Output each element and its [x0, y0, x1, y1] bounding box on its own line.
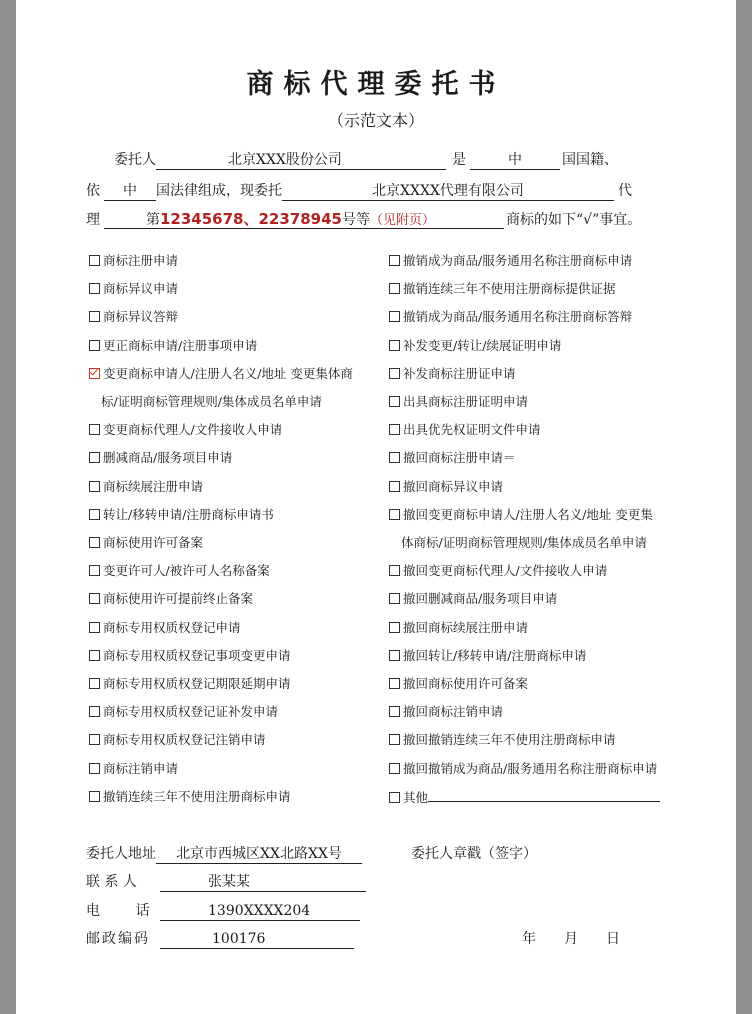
- option-label: 撤销连续三年不使用注册商标提供证据: [403, 281, 616, 296]
- option-label: 撤回商标注册申请＝: [403, 450, 516, 465]
- option-item: [389, 505, 653, 523]
- checkbox[interactable]: [89, 340, 100, 351]
- option-item: [389, 674, 528, 692]
- agent-name-field: [282, 183, 614, 201]
- checkbox[interactable]: [389, 283, 400, 294]
- option-item: [389, 279, 616, 297]
- option-item: [89, 251, 178, 269]
- trademark-numbers-field: [104, 211, 504, 229]
- checkbox[interactable]: [389, 565, 400, 576]
- principal-name-field: [156, 152, 446, 170]
- option-item: [89, 787, 291, 805]
- principal-label: 委托人: [114, 152, 156, 168]
- checkbox[interactable]: [389, 706, 400, 717]
- option-label: 撤回转让/移转申请/注册商标申请: [403, 648, 587, 663]
- document-title: 商标代理委托书: [246, 69, 506, 100]
- checkbox[interactable]: [89, 622, 100, 633]
- principal-line: [114, 149, 618, 170]
- checkbox[interactable]: [389, 481, 400, 492]
- trademark-numbers: 12345678、22378945: [160, 210, 342, 228]
- contact-value: 张某某: [208, 874, 250, 890]
- date-day-label: 日: [606, 931, 620, 947]
- checkbox[interactable]: [89, 734, 100, 745]
- option-label: 撤销成为商品/服务通用名称注册商标申请: [403, 253, 633, 268]
- agent-name-value: 北京XXXX代理有限公司: [372, 183, 524, 199]
- option-item: [389, 730, 616, 748]
- address-field: [156, 846, 362, 864]
- option-label: 转让/移转申请/注册商标申请书: [103, 507, 274, 522]
- option-item: [89, 618, 241, 636]
- checkbox[interactable]: [389, 311, 400, 322]
- checkbox[interactable]: [389, 593, 400, 604]
- option-item: [89, 420, 282, 438]
- option-item: [89, 279, 178, 297]
- contact-label: 联 系 人: [86, 874, 137, 890]
- checkbox[interactable]: [89, 509, 100, 520]
- option-label: 撤回商标续展注册申请: [403, 620, 529, 635]
- phone-row: [86, 900, 360, 921]
- checked-checkbox[interactable]: [89, 368, 100, 379]
- checkbox[interactable]: [389, 452, 400, 463]
- option-label: 商标异议申请: [103, 281, 179, 296]
- checkbox[interactable]: [89, 650, 100, 661]
- option-label: 撤回删减商品/服务项目申请: [403, 591, 558, 606]
- checkbox[interactable]: [89, 678, 100, 689]
- law-prefix: 依: [86, 183, 100, 199]
- nationality-field: [470, 152, 560, 170]
- option-label: 商标续展注册申请: [103, 479, 204, 494]
- zip-value: 100176: [212, 931, 266, 947]
- trademark-deng: 号等: [342, 212, 370, 228]
- option-item: [89, 589, 253, 607]
- checkbox[interactable]: [389, 734, 400, 745]
- checkbox[interactable]: [89, 593, 100, 604]
- option-label: 变更许可人/被许可人名称备案: [103, 563, 270, 578]
- address-value: 北京市西城区XX北路XX号: [176, 846, 342, 862]
- other-blank-field[interactable]: [428, 787, 660, 802]
- nationality-value: 中: [508, 152, 522, 168]
- option-item: [389, 787, 660, 806]
- option-label: 补发变更/转让/续展证明申请: [403, 338, 562, 353]
- date-month-label: 月: [564, 931, 578, 947]
- option-label-continuation: 体商标/证明商标管理规则/集体成员名单申请: [401, 535, 647, 550]
- checkbox[interactable]: [389, 763, 400, 774]
- option-item: [389, 364, 516, 382]
- option-item: [389, 392, 528, 410]
- law-suffix: 代: [618, 183, 632, 199]
- law-mid-text: 国法律组成，现委托: [156, 183, 282, 199]
- checkbox[interactable]: [389, 650, 400, 661]
- option-item: [389, 589, 557, 607]
- option-item: [389, 251, 632, 269]
- option-item: [389, 307, 632, 325]
- option-item: [389, 336, 561, 354]
- checkbox[interactable]: [89, 537, 100, 548]
- option-label: 删减商品/服务项目申请: [103, 450, 233, 465]
- contact-field: [160, 874, 366, 892]
- law-country-field: [104, 183, 156, 201]
- checkbox[interactable]: [389, 792, 400, 803]
- checkbox[interactable]: [89, 452, 100, 463]
- checkbox[interactable]: [89, 706, 100, 717]
- phone-field: [160, 903, 360, 921]
- checkbox[interactable]: [89, 255, 100, 266]
- option-label: 商标注销申请: [103, 761, 179, 776]
- checkbox[interactable]: [389, 622, 400, 633]
- option-item: [89, 702, 278, 720]
- checkbox[interactable]: [389, 368, 400, 379]
- option-item: [89, 730, 266, 748]
- option-label: 撤回商标注销申请: [403, 704, 504, 719]
- trademark-attachment-note: （见附页）: [370, 213, 436, 228]
- option-label: 撤回商标异议申请: [403, 479, 504, 494]
- law-line: [86, 180, 632, 201]
- option-label-continuation: 标/证明商标管理规则/集体成员名单申请: [101, 394, 322, 409]
- checkbox[interactable]: [389, 396, 400, 407]
- trademark-suffix: 商标的如下“√”事宜。: [506, 212, 642, 228]
- option-item: [89, 561, 270, 579]
- checkbox[interactable]: [89, 791, 100, 802]
- address-label: 委托人地址: [86, 846, 156, 862]
- option-item: [89, 364, 353, 382]
- option-label: 商标专用权质权登记申请: [103, 620, 241, 635]
- option-item: [389, 759, 657, 777]
- option-label: 撤销连续三年不使用注册商标申请: [103, 789, 291, 804]
- checkbox[interactable]: [389, 255, 400, 266]
- option-item: [389, 448, 516, 466]
- option-label: 更正商标申请/注册事项申请: [103, 338, 258, 353]
- law-country-value: 中: [123, 183, 137, 199]
- option-label: 商标注册申请: [103, 253, 179, 268]
- option-label: 出具商标注册证明申请: [403, 394, 529, 409]
- option-item: [389, 420, 541, 438]
- option-item: [389, 618, 528, 636]
- checkbox[interactable]: [389, 678, 400, 689]
- option-item: [89, 674, 291, 692]
- contact-row: [86, 871, 366, 892]
- option-item: [389, 561, 607, 579]
- date-row: [522, 928, 620, 948]
- checkbox[interactable]: [389, 340, 400, 351]
- option-item: [89, 336, 257, 354]
- checkbox[interactable]: [89, 283, 100, 294]
- option-label: 补发商标注册证申请: [403, 366, 516, 381]
- phone-value: 1390XXXX204: [208, 903, 311, 919]
- document-page: [16, 0, 736, 1014]
- checkbox[interactable]: [89, 763, 100, 774]
- trademark-line: [86, 209, 641, 229]
- option-item: [389, 646, 586, 664]
- checkbox[interactable]: [89, 311, 100, 322]
- option-label: 撤回商标使用许可备案: [403, 676, 529, 691]
- checkbox[interactable]: [89, 424, 100, 435]
- checkbox[interactable]: [389, 424, 400, 435]
- seal-label: 委托人章戳（签字）: [411, 846, 537, 862]
- option-label: 出具优先权证明文件申请: [403, 422, 541, 437]
- option-label: 商标专用权质权登记证补发申请: [103, 704, 279, 719]
- trademark-prefix: 理: [86, 212, 100, 228]
- zip-row: [86, 928, 354, 949]
- date-year-label: 年: [522, 931, 536, 947]
- option-label: 商标专用权质权登记事项变更申请: [103, 648, 291, 663]
- option-label: 商标专用权质权登记期限延期申请: [103, 676, 291, 691]
- principal-name-value: 北京XXX股份公司: [228, 152, 342, 168]
- option-label: 撤回撤销成为商品/服务通用名称注册商标申请: [403, 761, 658, 776]
- zip-field: [160, 931, 354, 949]
- option-label: 商标使用许可备案: [103, 535, 204, 550]
- nationality-suffix: 国国籍、: [562, 152, 618, 168]
- option-label: 撤回变更商标申请人/注册人名义/地址 变更集: [403, 507, 653, 522]
- option-label: 其他: [403, 790, 429, 805]
- option-label: 商标异议答辩: [103, 309, 179, 324]
- option-item: [389, 702, 503, 720]
- option-item: [89, 477, 203, 495]
- address-row: [86, 843, 362, 864]
- option-label: 变更商标申请人/注册人名义/地址 变更集体商: [103, 366, 353, 381]
- option-label: 商标专用权质权登记注销申请: [103, 732, 266, 747]
- option-item: [89, 448, 232, 466]
- phone-label: 电 话: [86, 903, 150, 919]
- option-label: 撤销成为商品/服务通用名称注册商标答辩: [403, 309, 633, 324]
- option-item: [89, 505, 274, 523]
- option-item: [89, 759, 178, 777]
- option-item: [389, 477, 503, 495]
- zip-label: 邮政编码: [86, 931, 150, 947]
- checkbox[interactable]: [89, 565, 100, 576]
- option-item: [89, 533, 203, 551]
- option-label: 撤回变更商标代理人/文件接收人申请: [403, 563, 608, 578]
- option-item: [89, 646, 291, 664]
- option-item: [89, 307, 178, 325]
- checkbox[interactable]: [89, 481, 100, 492]
- option-label: 变更商标代理人/文件接收人申请: [103, 422, 283, 437]
- is-label: 是: [452, 152, 466, 168]
- document-subtitle: （示范文本）: [327, 111, 424, 130]
- option-label: 撤回撤销连续三年不使用注册商标申请: [403, 732, 616, 747]
- option-label: 商标使用许可提前终止备案: [103, 591, 254, 606]
- checkbox[interactable]: [389, 509, 400, 520]
- trademark-di: 第: [146, 212, 160, 228]
